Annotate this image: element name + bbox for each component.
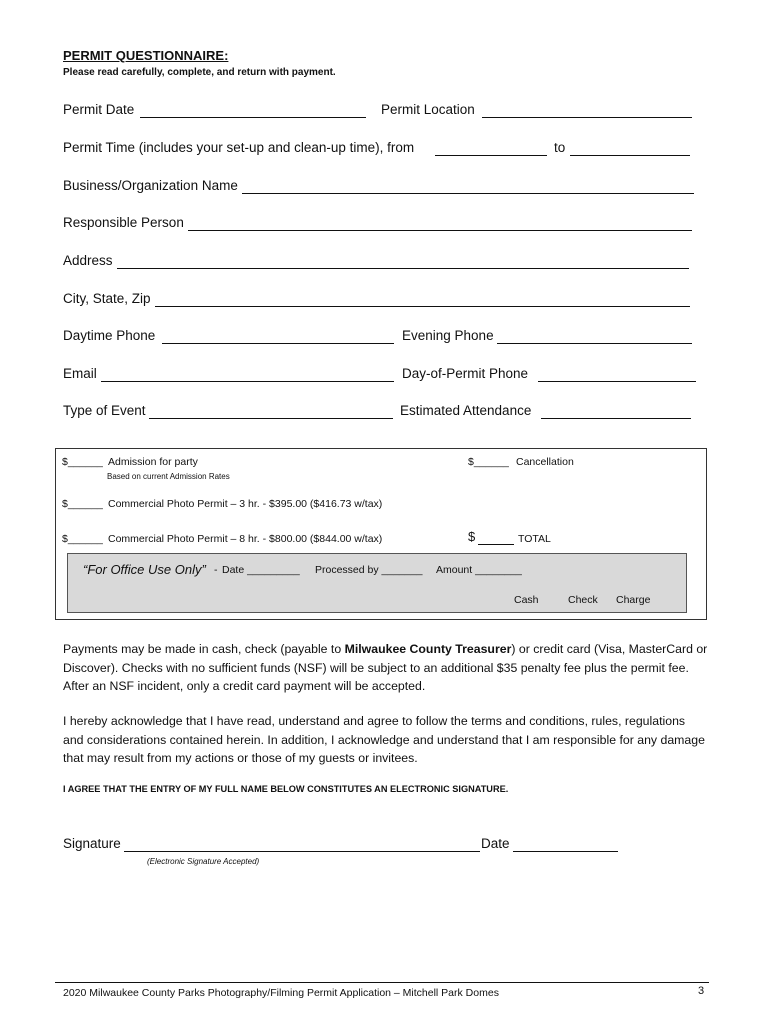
office-cash: Cash [514, 594, 539, 606]
email-label: Email [63, 366, 97, 381]
admission-note: Based on current Admission Rates [107, 472, 230, 481]
total-label: TOTAL [518, 533, 551, 545]
payment-text-end: ) or credit card (Visa, MasterCard or Discover). Checks with no sufficient funds (NSF) will be subject to an additional $35 penalty fee plus the permit fee. After an NSF incident, only a credit card payment will be accepted. [63, 642, 708, 693]
responsible-person-field[interactable] [188, 230, 692, 231]
day-of-permit-phone-field[interactable] [538, 381, 696, 382]
office-use-title: “For Office Use Only” [83, 562, 206, 577]
permit-time-label: Permit Time (includes your set-up and clean-up time), from [63, 140, 415, 155]
total-field[interactable] [478, 544, 514, 545]
cancellation-amount-blank[interactable]: $______ [468, 456, 509, 468]
permit-date-field[interactable] [140, 117, 366, 118]
day-of-permit-phone-label: Day-of-Permit Phone [402, 366, 529, 381]
office-date: Date _________ [222, 564, 300, 576]
city-state-zip-field[interactable] [155, 306, 690, 307]
office-amount: Amount ________ [436, 564, 522, 576]
acknowledgement-paragraph: I hereby acknowledge that I have read, understand and agree to follow the terms and conditions, rules, regulations and considerations contained herein. In addition, I acknowledge and understand that I am responsible for any damage that may result from my actions or those of my guests or invitees. [63, 714, 705, 765]
city-state-zip-label: City, State, Zip [63, 291, 151, 306]
address-label: Address [63, 253, 113, 268]
permit-time-to-label: to [554, 140, 566, 155]
photo-3hr-amount-blank[interactable]: $______ [62, 498, 103, 510]
permit-time-to-field[interactable] [570, 155, 690, 156]
address-field[interactable] [117, 268, 689, 269]
payment-paragraph [63, 640, 708, 696]
business-name-field[interactable] [242, 193, 694, 194]
page-instructions: Please read carefully, complete, and return with payment. [63, 67, 336, 78]
payment-text-start: Payments may be made in cash, check (payable to [63, 642, 345, 656]
office-use-dash: - [214, 564, 218, 576]
footer-text: 2020 Milwaukee County Parks Photography/Filming Permit Application – Mitchell Park Domes [63, 987, 499, 999]
cancellation-label: Cancellation [516, 456, 574, 468]
estimated-attendance-field[interactable] [541, 418, 691, 419]
page-title: PERMIT QUESTIONNAIRE: [63, 48, 229, 63]
office-check: Check [568, 594, 598, 606]
electronic-signature-agreement: I AGREE THAT THE ENTRY OF MY FULL NAME BELOW CONSTITUTES AN ELECTRONIC SIGNATURE. [63, 784, 509, 794]
type-of-event-field[interactable] [149, 418, 393, 419]
office-charge: Charge [616, 594, 651, 606]
photo-8hr-amount-blank[interactable]: $______ [62, 533, 103, 545]
evening-phone-label: Evening Phone [402, 328, 494, 343]
photo-8hr-label: Commercial Photo Permit – 8 hr. - $800.00 ($844.00 w/tax) [108, 533, 383, 545]
page-number: 3 [698, 985, 705, 997]
signature-date-field[interactable] [513, 851, 618, 852]
footer-divider [55, 982, 709, 983]
permit-time-from-field[interactable] [435, 155, 547, 156]
signature-field[interactable] [124, 851, 480, 852]
estimated-attendance-label: Estimated Attendance [400, 403, 532, 418]
permit-date-label: Permit Date [63, 102, 135, 117]
admission-label: Admission for party [108, 456, 198, 468]
evening-phone-field[interactable] [497, 343, 692, 344]
permit-location-field[interactable] [482, 117, 692, 118]
photo-3hr-label: Commercial Photo Permit – 3 hr. - $395.00 ($416.73 w/tax) [108, 498, 383, 510]
permit-location-label: Permit Location [381, 102, 475, 117]
office-processed-by: Processed by _______ [315, 564, 423, 576]
type-of-event-label: Type of Event [63, 403, 146, 418]
admission-amount-blank[interactable]: $______ [62, 456, 103, 468]
signature-date-label: Date [481, 836, 510, 851]
signature-label: Signature [63, 836, 121, 851]
daytime-phone-label: Daytime Phone [63, 328, 156, 343]
email-field[interactable] [101, 381, 394, 382]
business-name-label: Business/Organization Name [63, 178, 238, 193]
daytime-phone-field[interactable] [162, 343, 394, 344]
responsible-person-label: Responsible Person [63, 215, 184, 230]
total-dollar-sign: $ [468, 529, 476, 544]
signature-note: (Electronic Signature Accepted) [147, 857, 260, 866]
payee-name: Milwaukee County Treasurer [344, 642, 512, 656]
